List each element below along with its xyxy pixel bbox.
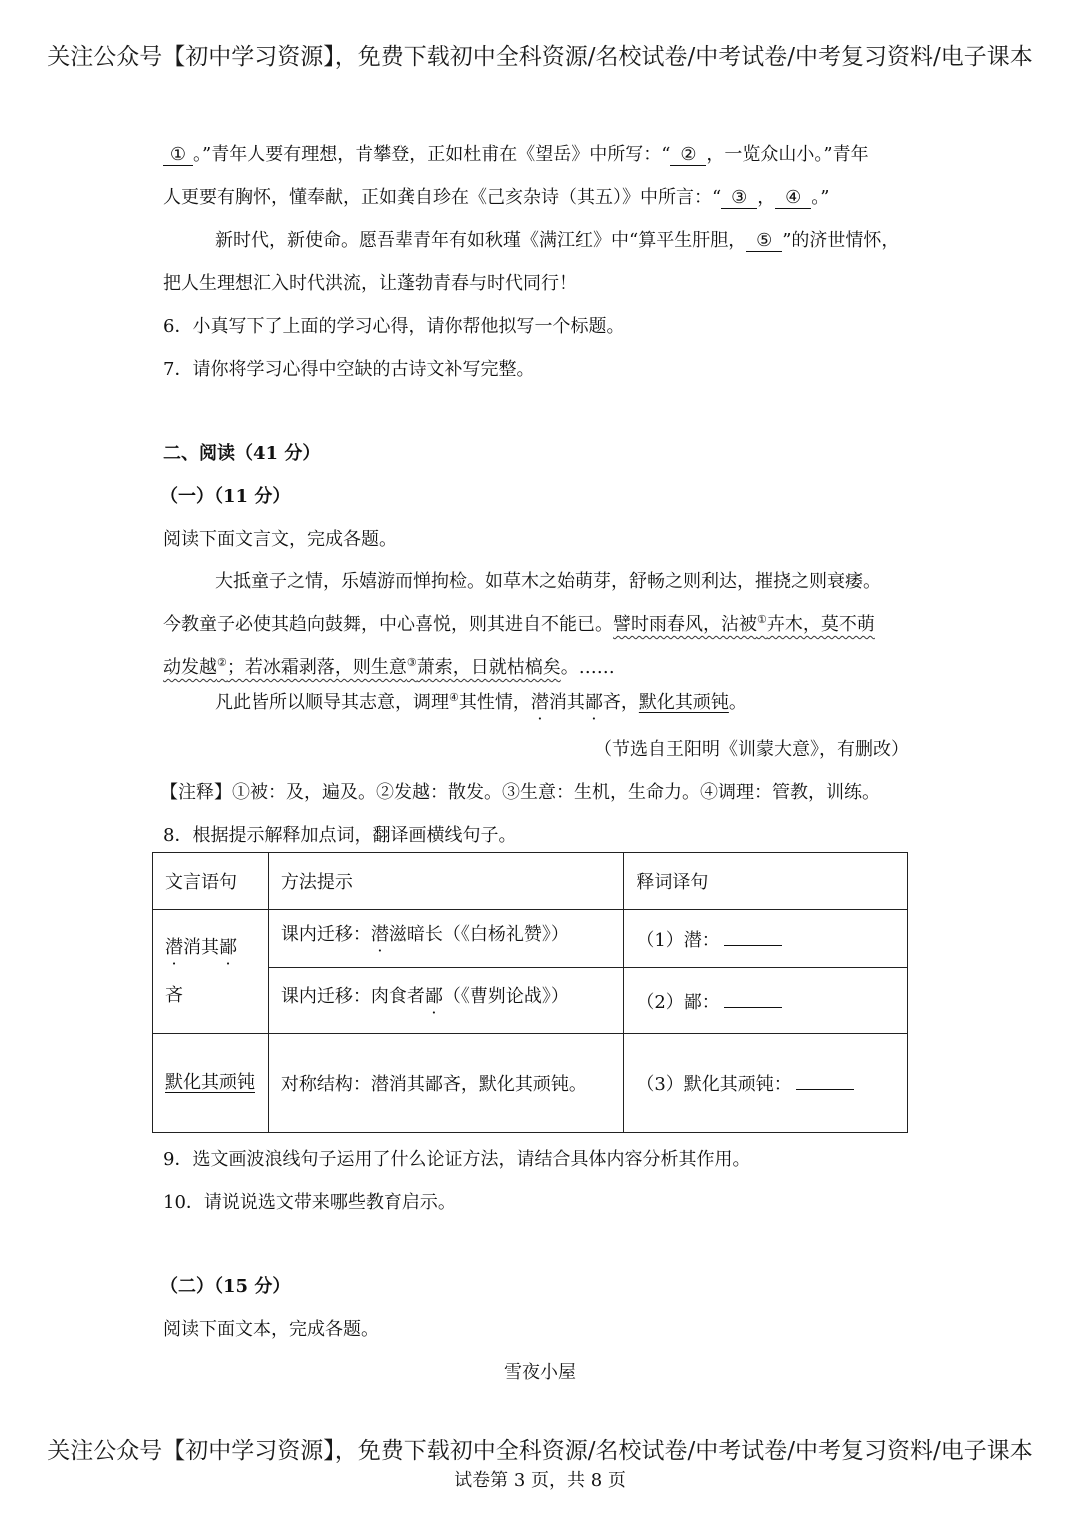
passage-text: 吝， [602,692,639,713]
passage-text: 。…… [560,657,615,678]
source-citation: （节选自王阳明《训蒙大意》，有删改） [594,739,909,760]
underlined-sentence: 默化其顽钝 [638,692,729,713]
answer-line[interactable] [796,1089,854,1090]
note-marker: ② [217,656,227,669]
dotted-word: 鄙 [219,936,237,958]
cell-text: （2）鄙： [636,991,720,1013]
passage-line-1: 大抵童子之情，乐嬉游而惮拘检。如草木之始萌芽，舒畅之则利达，摧挠之则衰痿。 [215,571,881,592]
essay-text: 。”青年人要有理想，肯攀登，正如杜甫在《望岳》中所写：“ [193,144,671,165]
essay-text: ， [757,187,776,208]
question-8: 8．根据提示解释加点词，翻译画横线句子。 [163,825,517,846]
table-row [153,1034,908,1133]
cell-text: 课内迁移： [280,924,371,945]
section-heading: 二、阅读（41 分） [163,443,321,464]
page-number: 试卷第 3 页，共 8 页 [454,1470,626,1491]
sentence-cell [153,910,269,1034]
note-marker: ③ [406,656,417,669]
essay-text: ，一览众山小。”青年 [706,144,869,165]
bottom-banner: 关注公众号【初中学习资源】，免费下载初中全科资源/名校试卷/中考试卷/中考复习资料/电子课本 [47,1438,1033,1464]
essay-line-3 [215,226,899,252]
note-marker: ① [757,613,767,626]
essay-line-1 [163,140,869,166]
answer-cell [624,968,908,1034]
top-banner: 关注公众号【初中学习资源】，免费下载初中全科资源/名校试卷/中考试卷/中考复习资料/电子课本 [47,44,1033,70]
translation-table [152,852,908,1133]
wavy-sentence [613,614,875,635]
question-6: 6．小真写下了上面的学习心得，请你帮他拟写一个标题。 [163,316,625,337]
cell-text: 滋暗长（《白杨礼赞》） [388,924,569,945]
cell-text: 消其 [183,936,219,958]
cell-text: 吝 [165,984,183,1006]
passage-text: ；若冰霜剥落，则生意 [226,657,407,678]
essay-text: 人更要有胸怀，懂奉献，正如龚自珍在《己亥杂诗（其五）》中所言：“ [163,187,722,208]
dotted-word: 鄙 [424,986,443,1007]
blank-3: ③ [721,187,757,209]
passage-line-2 [163,610,875,636]
blank-2: ② [670,144,706,166]
hint-cell [268,910,623,968]
passage-text: 。 [728,692,747,713]
passage-text: 消其 [548,692,585,713]
passage-text: 其性情， [458,692,531,713]
question-9: 9．选文画波浪线句子运用了什么论证方法，请结合具体内容分析其作用。 [163,1149,751,1170]
notes: 【注释】①被：及，遍及。②发越：散发。③生意：生机，生命力。④调理：管教，训练。 [160,782,880,803]
dotted-word: 潜 [165,936,183,958]
table-row [153,910,908,968]
hint-cell [268,968,623,1034]
question-7: 7．请你将学习心得中空缺的古诗文补写完整。 [163,359,535,380]
passage-text: 萧索，日就枯槁矣 [416,657,561,678]
table-header: 文言语句 [153,853,269,910]
cell-text: （3）默化其顽钝： [636,1074,792,1095]
table-header: 方法提示 [268,853,623,910]
underlined-sentence: 默化其顽钝 [165,1072,255,1093]
answer-line[interactable] [724,1007,782,1008]
essay-line-4: 把人生理想汇入时代洪流，让蓬勃青春与时代同行！ [163,273,577,294]
sentence-cell [153,1034,269,1133]
question-10: 10．请说说选文带来哪些教育启示。 [163,1192,456,1213]
cell-text: （《曹刿论战》） [442,986,569,1007]
answer-line[interactable] [724,945,782,946]
passage-line-4 [215,688,747,714]
blank-5: ⑤ [746,230,782,252]
hint-cell: 对称结构：潜消其鄙吝，默化其顽钝。 [268,1034,623,1133]
table-header-row [153,853,908,910]
wavy-sentence [163,657,561,678]
passage-text: 譬时雨春风，沾被 [613,614,757,635]
blank-4: ④ [775,187,811,209]
essay-text: 新时代，新使命。愿吾辈青年有如秋瑾《满江红》中“算平生肝胆， [215,230,747,251]
part1-instruction: 阅读下面文言文，完成各题。 [163,529,397,550]
part2-heading: （二）（15 分） [160,1276,291,1297]
cell-text: 课内迁移：肉食者 [280,986,425,1007]
dotted-word: 潜 [370,924,389,945]
passage-text: 卉木，莫不萌 [766,614,875,635]
answer-cell [624,1034,908,1133]
passage-line-3 [163,653,615,679]
part1-heading: （一）（11 分） [160,486,291,507]
passage-text: 今教童子必使其趋向鼓舞，中心喜悦，则其进自不能已。 [163,614,613,635]
essay-text: 。” [811,187,830,208]
text-title: 雪夜小屋 [504,1362,576,1383]
note-marker: ④ [449,691,459,704]
part2-instruction: 阅读下面文本，完成各题。 [163,1319,379,1340]
answer-cell [624,910,908,968]
table-header: 释词译句 [624,853,908,910]
blank-1: ① [163,144,193,166]
passage-text: 凡此皆所以顺导其志意，调理 [215,692,449,713]
essay-line-2 [163,183,829,209]
essay-text: ”的济世情怀， [782,230,900,251]
dotted-word: 潜 [530,692,549,713]
passage-text: 动发越 [163,657,217,678]
cell-text: （1）潜： [636,929,720,951]
dotted-word: 鄙 [584,692,603,713]
